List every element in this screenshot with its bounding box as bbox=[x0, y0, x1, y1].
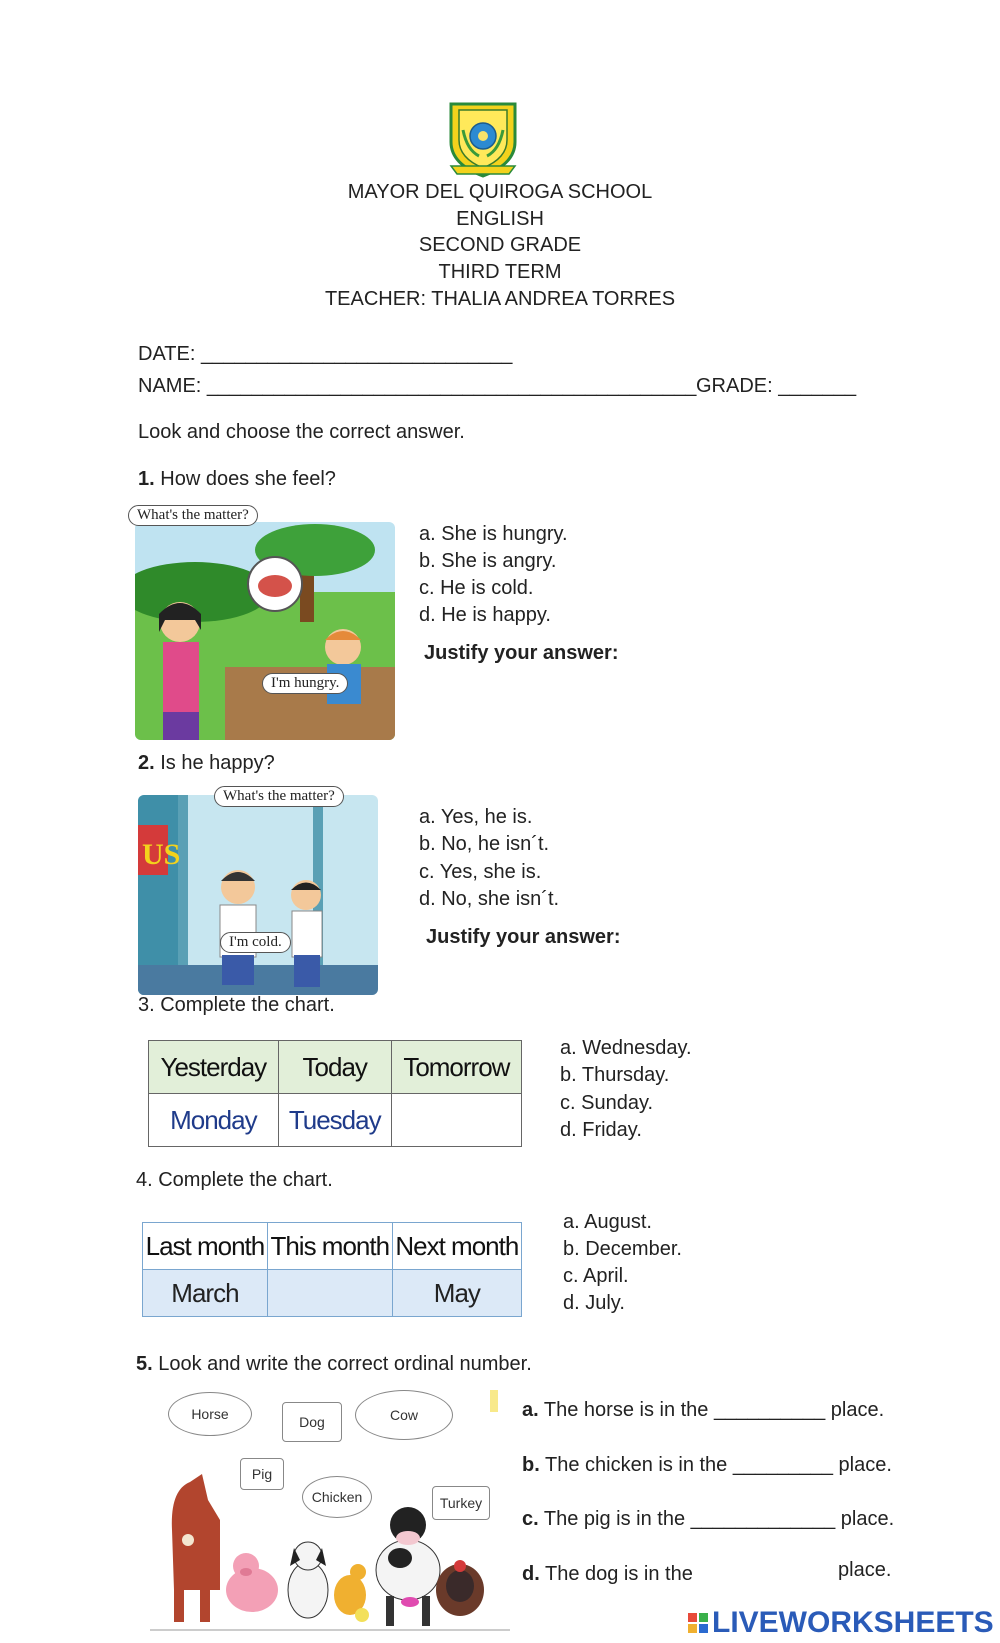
q3-option-b[interactable]: b. Thursday. bbox=[560, 1064, 670, 1086]
q5-statement-d bbox=[522, 1562, 693, 1586]
q1-bubble-answer: I'm hungry. bbox=[262, 673, 348, 694]
q5-statement-a-text[interactable]: The horse is in the __________ place. bbox=[543, 1399, 885, 1421]
liveworksheets-logo-icon bbox=[688, 1613, 708, 1633]
q2-bubble-question: What's the matter? bbox=[214, 786, 344, 807]
question-4-title: 4. Complete the chart. bbox=[136, 1169, 333, 1191]
school-crest bbox=[445, 100, 521, 178]
q5-statement-a bbox=[522, 1398, 884, 1422]
days-value-cell: Monday bbox=[149, 1094, 279, 1147]
q1-option-d[interactable]: d. He is happy. bbox=[419, 604, 551, 626]
q5-statement-d-text[interactable]: The dog is in the bbox=[544, 1563, 693, 1585]
liveworksheets-text: LIVEWORKSHEETS bbox=[712, 1606, 994, 1639]
q1-option-c[interactable]: c. He is cold. bbox=[419, 577, 534, 599]
pig-speech-bubble: Pig bbox=[240, 1458, 284, 1490]
months-value-cell: March bbox=[143, 1270, 268, 1317]
months-header-cell: Last month bbox=[143, 1223, 268, 1270]
q4-option-c[interactable]: c. April. bbox=[563, 1265, 629, 1287]
q3-option-d[interactable]: d. Friday. bbox=[560, 1119, 642, 1141]
q2-bubble-answer: I'm cold. bbox=[220, 932, 291, 953]
q1-justify-label: Justify your answer: bbox=[424, 642, 619, 664]
question-1-number: 1. bbox=[138, 468, 155, 490]
days-header-cell: Tomorrow bbox=[391, 1041, 521, 1094]
q5-statement-b-label: b. bbox=[522, 1454, 540, 1476]
chicken-speech-bubble: Chicken bbox=[302, 1476, 372, 1518]
months-value-cell: May bbox=[392, 1270, 521, 1317]
question-1-text: How does she feel? bbox=[160, 468, 336, 490]
q3-option-c[interactable]: c. Sunday. bbox=[560, 1092, 654, 1114]
q1-option-b[interactable]: b. She is angry. bbox=[419, 550, 557, 572]
months-blank-cell[interactable] bbox=[267, 1270, 392, 1317]
horse-speech-bubble: Horse bbox=[168, 1392, 252, 1436]
instruction: Look and choose the correct answer. bbox=[138, 421, 465, 443]
q2-option-a[interactable]: a. Yes, he is. bbox=[419, 806, 533, 828]
dog-speech-bubble: Dog bbox=[282, 1402, 342, 1442]
q1-illustration bbox=[135, 522, 395, 740]
grade-field[interactable]: GRADE: _______ bbox=[696, 375, 857, 397]
teacher: TEACHER: THALIA ANDREA TORRES bbox=[324, 288, 676, 310]
school-name: MAYOR DEL QUIROGA SCHOOL bbox=[347, 181, 653, 203]
q1-option-a[interactable]: a. She is hungry. bbox=[419, 523, 568, 545]
q1-bubble-question: What's the matter? bbox=[128, 505, 258, 526]
date-field[interactable]: DATE: ____________________________ bbox=[138, 343, 513, 365]
months-chart bbox=[142, 1222, 522, 1317]
subject: ENGLISH bbox=[456, 208, 544, 230]
q2-option-b[interactable]: b. No, he isn´t. bbox=[419, 833, 550, 855]
question-3-title: 3. Complete the chart. bbox=[138, 994, 335, 1016]
question-5-text: Look and write the correct ordinal number. bbox=[158, 1353, 532, 1375]
turkey-speech-bubble: Turkey bbox=[432, 1486, 490, 1520]
q5-statement-c-label: c. bbox=[522, 1508, 539, 1530]
question-5-number: 5. bbox=[136, 1353, 153, 1375]
q5-statement-d-place: place. bbox=[838, 1559, 892, 1581]
name-field[interactable]: NAME: ____________________________________________ bbox=[138, 375, 697, 397]
months-header-cell: This month bbox=[267, 1223, 392, 1270]
months-header-cell: Next month bbox=[392, 1223, 521, 1270]
cow-speech-bubble: Cow bbox=[355, 1390, 453, 1440]
days-value-cell: Tuesday bbox=[278, 1094, 391, 1147]
days-chart bbox=[148, 1040, 522, 1147]
days-header-cell: Today bbox=[278, 1041, 391, 1094]
q2-justify-label: Justify your answer: bbox=[426, 926, 621, 948]
q4-option-b[interactable]: b. December. bbox=[563, 1238, 682, 1260]
q2-option-d[interactable]: d. No, she isn´t. bbox=[419, 888, 560, 910]
question-2-text: Is he happy? bbox=[160, 752, 275, 774]
q5-statement-a-label: a. bbox=[522, 1399, 539, 1421]
q5-statement-d-label: d. bbox=[522, 1563, 540, 1585]
q5-statement-b bbox=[522, 1453, 892, 1477]
q3-option-a[interactable]: a. Wednesday. bbox=[560, 1037, 692, 1059]
q2-illustration bbox=[138, 795, 378, 995]
q2-option-c[interactable]: c. Yes, she is. bbox=[419, 861, 542, 883]
days-header-cell: Yesterday bbox=[149, 1041, 279, 1094]
term: THIRD TERM bbox=[438, 261, 562, 283]
q4-option-a[interactable]: a. August. bbox=[563, 1211, 652, 1233]
q5-statement-b-text[interactable]: The chicken is in the _________ place. bbox=[544, 1454, 892, 1476]
question-2 bbox=[138, 751, 275, 775]
q4-option-d[interactable]: d. July. bbox=[563, 1292, 625, 1314]
liveworksheets-watermark bbox=[688, 1603, 994, 1643]
q5-statement-c bbox=[522, 1507, 894, 1531]
q2-bus-sign: US bbox=[142, 838, 181, 871]
days-blank-cell[interactable] bbox=[391, 1094, 521, 1147]
q5-statement-c-text[interactable]: The pig is in the _____________ place. bbox=[543, 1508, 895, 1530]
question-1 bbox=[138, 467, 336, 491]
question-5 bbox=[136, 1352, 532, 1376]
grade-level: SECOND GRADE bbox=[418, 234, 582, 256]
question-2-number: 2. bbox=[138, 752, 155, 774]
